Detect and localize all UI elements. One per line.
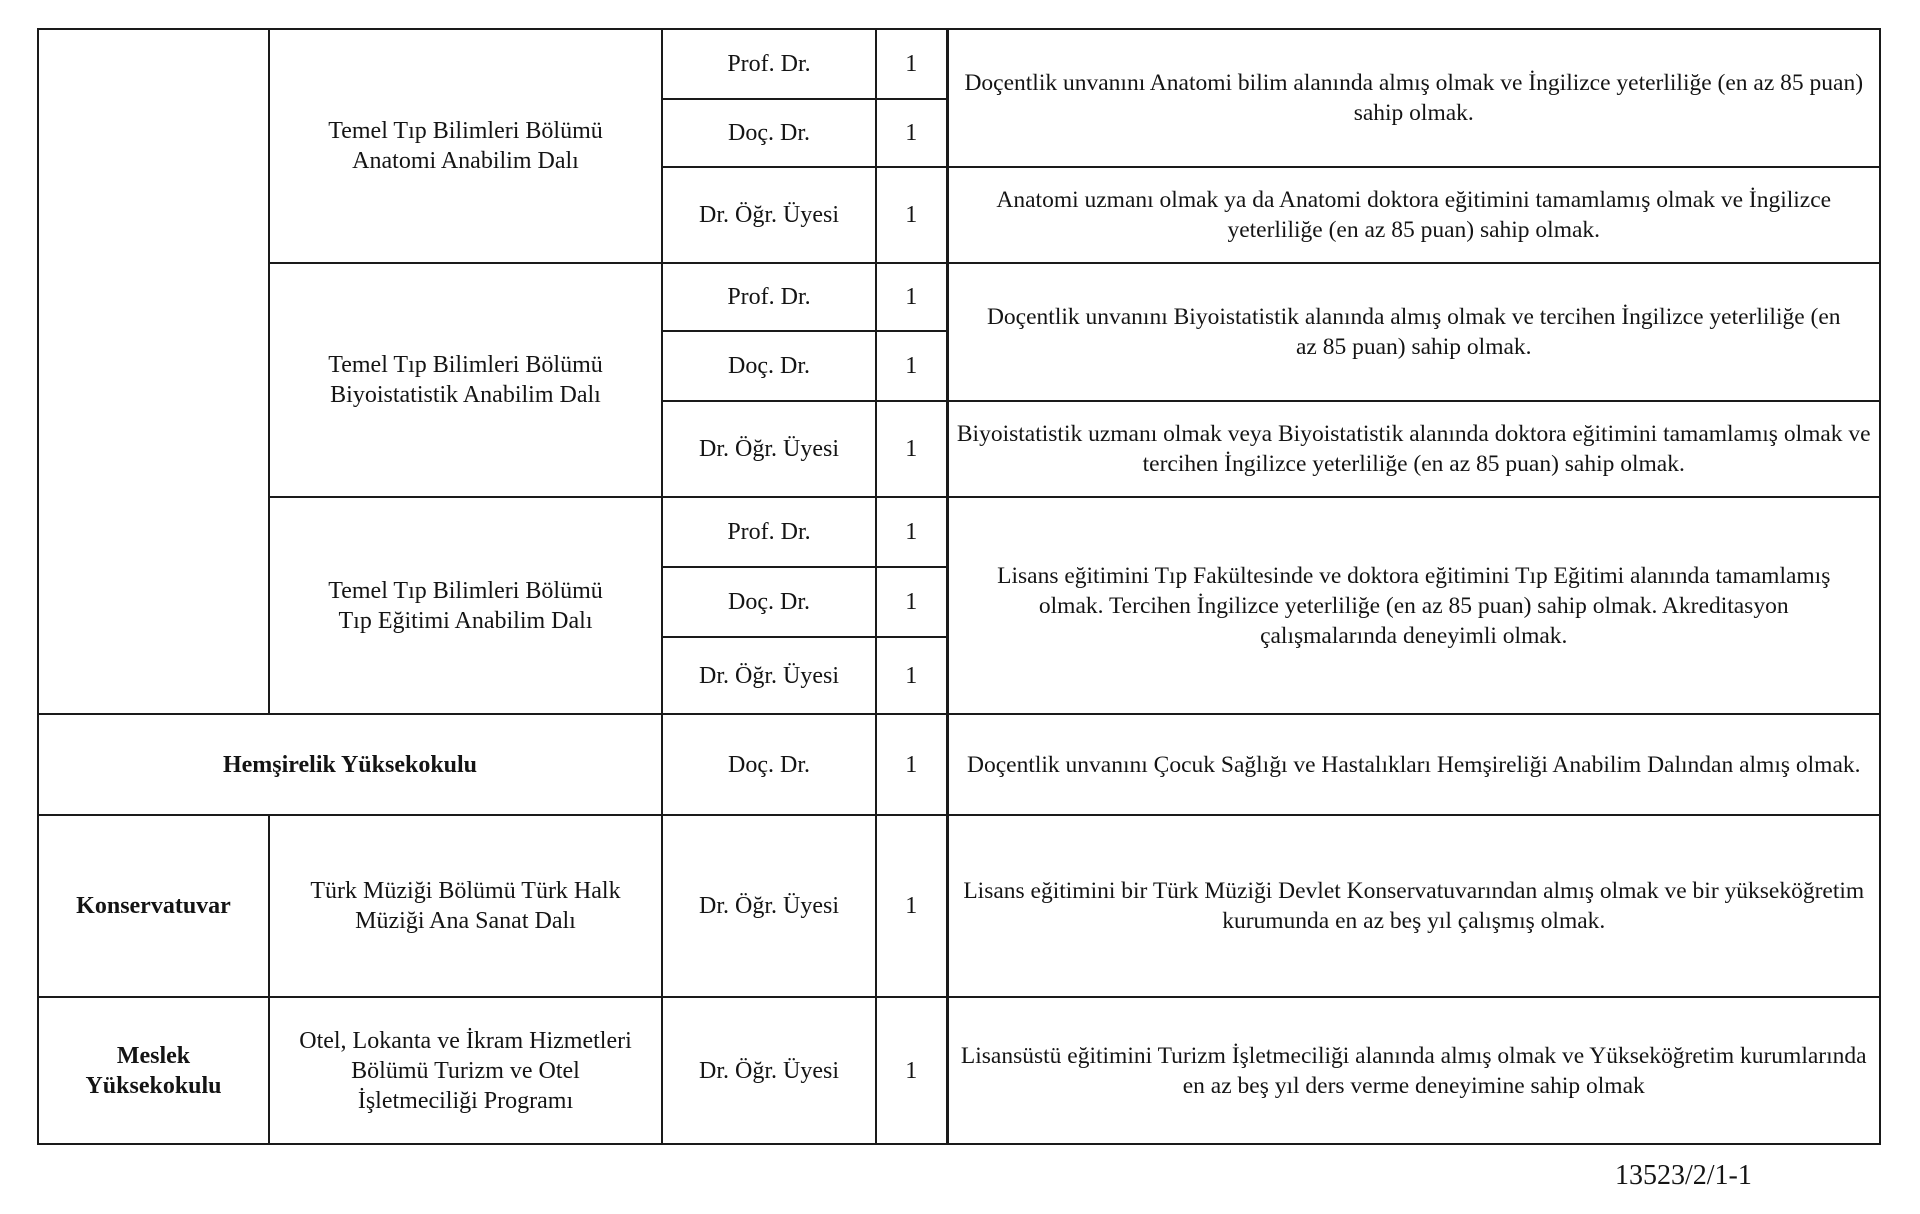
count-cell: 1 bbox=[876, 29, 947, 99]
count-cell: 1 bbox=[876, 497, 947, 567]
count-cell: 1 bbox=[876, 637, 947, 714]
title-cell: Dr. Öğr. Üyesi bbox=[662, 997, 876, 1144]
document-reference-number: 13523/2/1-1 bbox=[1615, 1160, 1752, 1191]
count-cell: 1 bbox=[876, 401, 947, 497]
faculty-positions-table bbox=[37, 28, 1881, 1145]
requirement-cell: Doçentlik unvanını Çocuk Sağlığı ve Hastalıkları Hemşireliği Anabilim Dalından almış olmak. bbox=[947, 714, 1880, 815]
faculty-cell-empty bbox=[38, 29, 269, 714]
faculty-cell-hemsirelik: Hemşirelik Yüksekokulu bbox=[38, 714, 662, 815]
unit-cell-anatomi: Temel Tıp Bilimleri Bölümü Anatomi Anabilim Dalı bbox=[269, 29, 662, 263]
title-cell: Dr. Öğr. Üyesi bbox=[662, 167, 876, 263]
title-cell: Doç. Dr. bbox=[662, 331, 876, 401]
count-cell: 1 bbox=[876, 263, 947, 331]
faculty-cell-meslek: Meslek Yüksekokulu bbox=[38, 997, 269, 1144]
count-cell: 1 bbox=[876, 331, 947, 401]
title-cell: Prof. Dr. bbox=[662, 497, 876, 567]
title-cell: Doç. Dr. bbox=[662, 99, 876, 167]
requirement-cell: Lisans eğitimini Tıp Fakültesinde ve doktora eğitimini Tıp Eğitimi alanında tamamlamış olmak. Tercihen İngilizce yeterliliğe (en az 85 puan) sahip olmak. Akreditasyon çalışmalarında deneyimli olmak. bbox=[947, 497, 1880, 714]
count-cell: 1 bbox=[876, 567, 947, 637]
requirement-cell: Biyoistatistik uzmanı olmak veya Biyoistatistik alanında doktora eğitimini tamamlamış olmak ve tercihen İngilizce yeterliliğe (en az 85 puan) sahip olmak. bbox=[947, 401, 1880, 497]
count-cell: 1 bbox=[876, 714, 947, 815]
table-row bbox=[38, 29, 1880, 99]
title-cell: Doç. Dr. bbox=[662, 714, 876, 815]
title-cell: Doç. Dr. bbox=[662, 567, 876, 637]
unit-cell-tip-egitimi: Temel Tıp Bilimleri Bölümü Tıp Eğitimi Anabilim Dalı bbox=[269, 497, 662, 714]
count-cell: 1 bbox=[876, 99, 947, 167]
table-row bbox=[38, 497, 1880, 567]
table-row bbox=[38, 997, 1880, 1144]
title-cell: Dr. Öğr. Üyesi bbox=[662, 401, 876, 497]
title-cell: Prof. Dr. bbox=[662, 29, 876, 99]
requirement-cell: Lisans eğitimini bir Türk Müziği Devlet Konservatuvarından almış olmak ve bir yükseköğretim kurumunda en az beş yıl çalışmış olmak. bbox=[947, 815, 1880, 997]
table-row bbox=[38, 714, 1880, 815]
requirement-cell: Doçentlik unvanını Anatomi bilim alanında almış olmak ve İngilizce yeterliliğe (en az 85 puan) sahip olmak. bbox=[947, 29, 1880, 167]
faculty-cell-konservatuvar: Konservatuvar bbox=[38, 815, 269, 997]
unit-cell-biyoistatistik: Temel Tıp Bilimleri Bölümü Biyoistatistik Anabilim Dalı bbox=[269, 263, 662, 497]
requirement-cell: Lisansüstü eğitimini Turizm İşletmeciliği alanında almış olmak ve Yükseköğretim kurumlarında en az beş yıl ders verme deneyimine sahip olmak bbox=[947, 997, 1880, 1144]
requirement-cell: Anatomi uzmanı olmak ya da Anatomi doktora eğitimini tamamlamış olmak ve İngilizce yeterliliğe (en az 85 puan) sahip olmak. bbox=[947, 167, 1880, 263]
unit-cell-konservatuvar: Türk Müziği Bölümü Türk Halk Müziği Ana Sanat Dalı bbox=[269, 815, 662, 997]
count-cell: 1 bbox=[876, 997, 947, 1144]
table-row bbox=[38, 263, 1880, 331]
count-cell: 1 bbox=[876, 167, 947, 263]
unit-cell-meslek: Otel, Lokanta ve İkram Hizmetleri Bölümü Turizm ve Otel İşletmeciliği Programı bbox=[269, 997, 662, 1144]
title-cell: Dr. Öğr. Üyesi bbox=[662, 815, 876, 997]
title-cell: Dr. Öğr. Üyesi bbox=[662, 637, 876, 714]
table-row bbox=[38, 815, 1880, 997]
count-cell: 1 bbox=[876, 815, 947, 997]
title-cell: Prof. Dr. bbox=[662, 263, 876, 331]
requirement-cell: Doçentlik unvanını Biyoistatistik alanında almış olmak ve tercihen İngilizce yeterliliğe (en az 85 puan) sahip olmak. bbox=[947, 263, 1880, 401]
